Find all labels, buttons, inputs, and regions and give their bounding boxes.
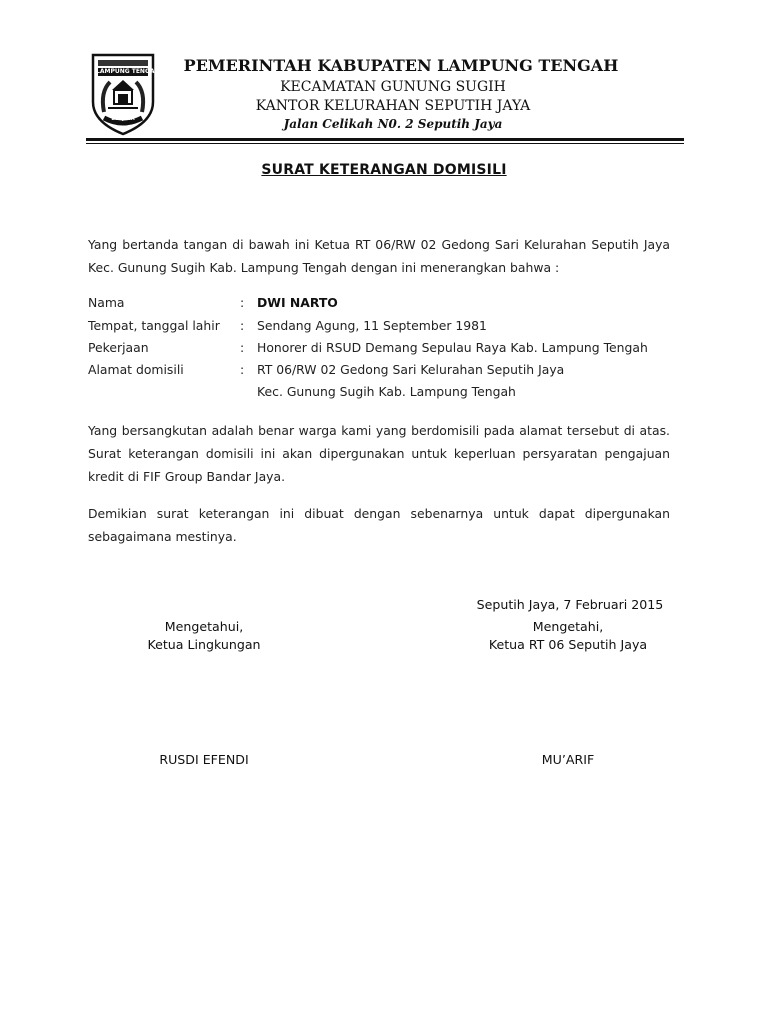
signature-place-date: Seputih Jaya, 7 Februari 2015 (476, 597, 664, 612)
signature-left-acknowledged: Mengetahui, (164, 619, 244, 634)
closing-paragraph: Demikian surat keterangan ini dibuat dengan sebenarnya untuk dapat dipergunakan sebagaimana mestinya. (88, 506, 670, 544)
identity-row-occupation (88, 340, 678, 362)
identity-label: Alamat domisili (88, 362, 184, 377)
letter-title: SURAT KETERANGAN DOMISILI (261, 162, 507, 178)
letterhead-government: PEMERINTAH KABUPATEN LAMPUNG TENGAH (183, 56, 619, 75)
identity-row-address-cont (88, 384, 678, 406)
intro-paragraph: Yang bertanda tangan di bawah ini Ketua RT 06/RW 02 Gedong Sari Kelurahan Seputih Jaya Kec. Gunung Sugih Kab. Lampung Tengah dengan ini menerangkan bahwa : (88, 237, 670, 275)
signature-right-acknowledged: Mengetahi, (532, 619, 604, 634)
identity-row-birth (88, 318, 678, 340)
letterhead-district: KECAMATAN GUNUNG SUGIH (280, 79, 506, 95)
letterhead-divider-thin (86, 143, 684, 144)
signature-right-role: Ketua RT 06 Seputih Jaya (488, 637, 648, 652)
identity-colon: : (240, 295, 245, 310)
identity-colon: : (240, 318, 245, 333)
identity-value: Honorer di RSUD Demang Sepulau Raya Kab. Lampung Tengah (257, 340, 648, 355)
regency-emblem-logo (90, 52, 160, 136)
statement-paragraph: Yang bersangkutan adalah benar warga kami yang berdomisili pada alamat tersebut di atas. Surat keterangan domisili ini akan dipergunakan untuk keperluan persyaratan pengajuan kredit di FIF Group Bandar Jaya. (88, 423, 670, 484)
identity-row-address (88, 362, 678, 384)
letterhead-office: KANTOR KELURAHAN SEPUTIH JAYA (255, 98, 531, 114)
identity-label: Nama (88, 295, 125, 310)
identity-value: Sendang Agung, 11 September 1981 (257, 318, 487, 333)
letterhead-divider-thick (86, 138, 684, 141)
logo-motto-text: BERJAYA (111, 116, 135, 122)
identity-label: Pekerjaan (88, 340, 149, 355)
identity-value: RT 06/RW 02 Gedong Sari Kelurahan Seputih Jaya (257, 362, 565, 377)
identity-value: Kec. Gunung Sugih Kab. Lampung Tengah (257, 384, 516, 399)
identity-label: Tempat, tanggal lahir (88, 318, 220, 333)
signature-right-name: MU’ARIF (541, 752, 595, 767)
signature-left-role: Ketua Lingkungan (147, 637, 261, 652)
identity-colon: : (240, 340, 245, 355)
identity-value: DWI NARTO (257, 295, 338, 310)
signature-left-name: RUSDI EFENDI (159, 752, 249, 767)
letterhead-address: Jalan Celikah N0. 2 Seputih Jaya (283, 117, 503, 131)
identity-colon: : (240, 362, 245, 377)
identity-row-name (88, 295, 678, 317)
logo-banner-text: LAMPUNG TENGAH (96, 68, 160, 75)
